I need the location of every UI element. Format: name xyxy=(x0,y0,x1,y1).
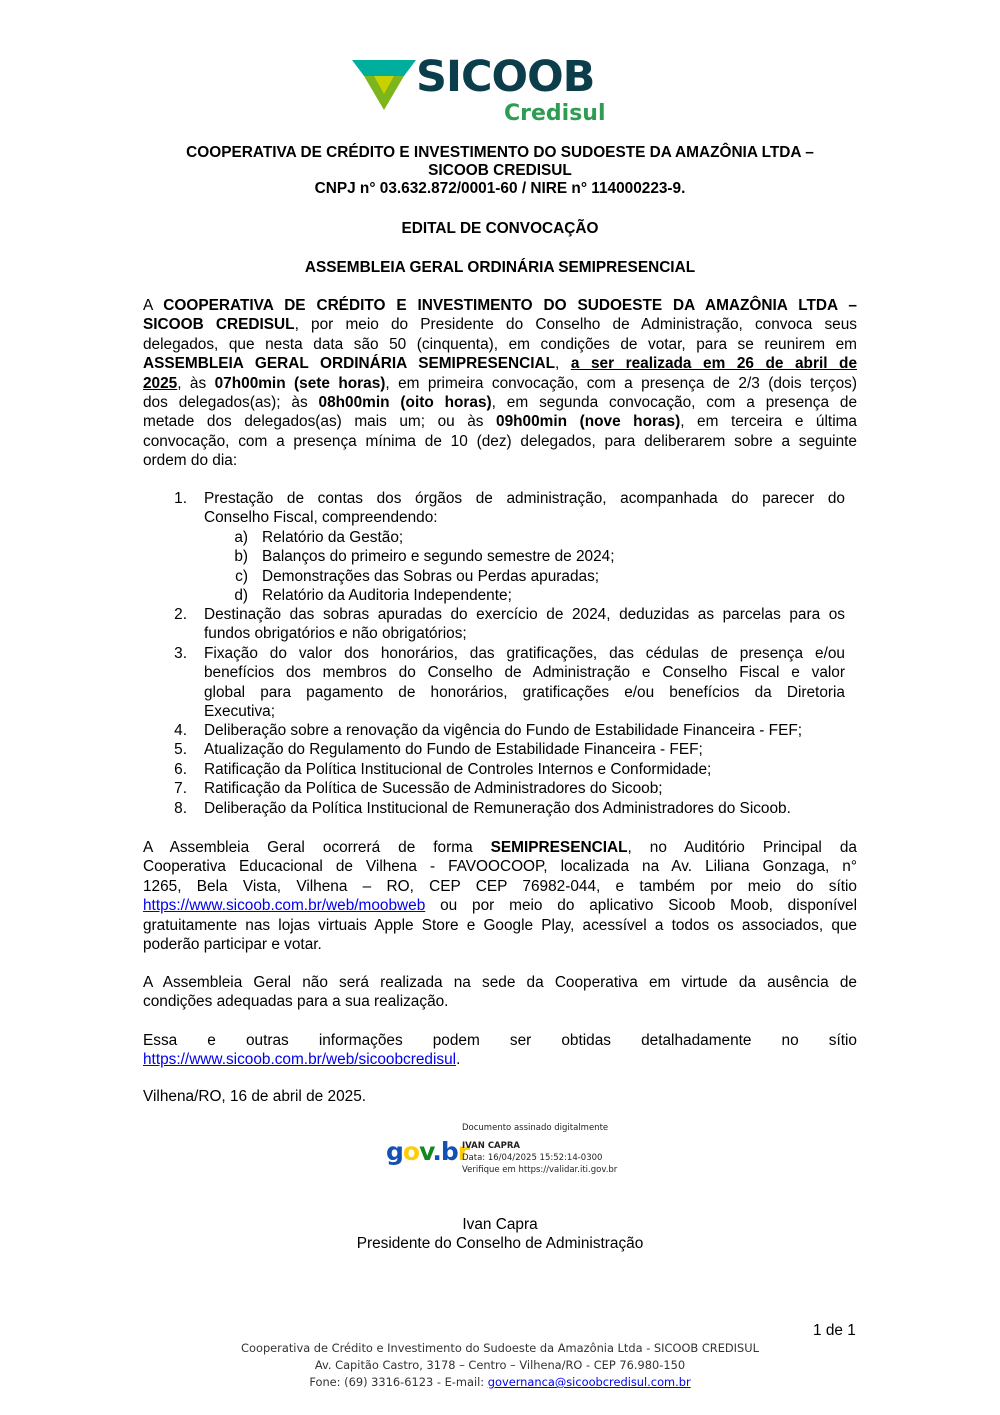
moobweb-link[interactable]: https://www.sicoob.com.br/web/moobweb xyxy=(143,897,426,915)
credisul-site-link[interactable]: https://www.sicoob.com.br/web/sicoobcredisul xyxy=(143,1051,457,1069)
govbr-logo: gov.br xyxy=(386,1137,470,1166)
agenda-item-number: 1. xyxy=(174,490,187,507)
stamp-signer: IVAN CAPRA xyxy=(462,1141,520,1151)
header-line-1: COOPERATIVA DE CRÉDITO E INVESTIMENTO DO SUDOESTE DA AMAZÔNIA LTDA – xyxy=(186,144,814,161)
agenda-item-text: Conselho Fiscal, compreendendo: xyxy=(204,509,438,527)
logo-mark-icon xyxy=(352,58,416,112)
signer-name: Ivan Capra xyxy=(462,1216,538,1233)
signer-role: Presidente do Conselho de Administração xyxy=(356,1235,644,1252)
header-cnpj: CNPJ n° 03.632.872/0001-60 / NIRE n° 114000223-9. xyxy=(314,180,686,197)
notice-paragraph: A Assembleia Geral não será realizada na sede da Cooperativa em virtude da ausência de condições adequadas para a sua realização. xyxy=(143,974,857,1011)
footer-line-3: Fone: (69) 3316-6123 - E-mail: governanca@sicoobcredisul.com.br xyxy=(309,1375,691,1389)
sicoob-logo xyxy=(352,52,652,130)
document-title: EDITAL DE CONVOCAÇÃO xyxy=(401,220,599,237)
stamp-line-1: Documento assinado digitalmente xyxy=(462,1123,609,1133)
location-paragraph: A Assembleia Geral ocorrerá de forma SEMIPRESENCIAL, no Auditório Principal da Cooperativa Educacional de Vilhena - FAVOOCOOP, localizada na Av. Liliana Gonzaga, n° 1265, Bela Vista, Vilhena – RO, CEP CEP 76982-044, e também por meio do sítio https://www.sicoob.com.br/web/moobweb ou por meio do aplicativo Sicoob Moob, disponível gratuitamente nas lojas virtuais Apple Store e Google Play, acessível a todos os associados, que poderão participar e votar. xyxy=(143,839,857,954)
info-paragraph: Essa e outras informações podem ser obtidas detalhadamente no sítio https://www.sicoob.com.br/web/sicoobcredisul. xyxy=(143,1032,857,1069)
logo-brand-text: SICOOB xyxy=(416,52,595,102)
header-line-2: SICOOB CREDISUL xyxy=(428,162,572,179)
footer-line-2: Av. Capitão Castro, 3178 – Centro – Vilhena/RO - CEP 76.980-150 xyxy=(314,1358,686,1372)
footer-email-link[interactable]: governanca@sicoobcredisul.com.br xyxy=(487,1375,691,1389)
place-date: Vilhena/RO, 16 de abril de 2025. xyxy=(143,1088,367,1105)
stamp-date: Data: 16/04/2025 15:52:14-0300 xyxy=(462,1153,603,1163)
intro-paragraph: A COOPERATIVA DE CRÉDITO E INVESTIMENTO DO SUDOESTE DA AMAZÔNIA LTDA – SICOOB CREDISUL, por meio do Presidente do Conselho de Administração, convoca seus delegados, que nesta data são 50 (cinquenta), em condições de votar, para se reunirem em ASSEMBLEIA GERAL ORDINÁRIA SEMIPRESENCIAL, a ser realizada em 26 de abril de 2025, às 07h00min (sete horas), em primeira convocação, com a presença de 2/3 (dois terços) dos delegados(as); às 08h00min (oito horas), em segunda convocação, com a presença de metade dos delegados(as) mais um; ou às 09h00min (nove horas), em terceira e última convocação, com a presença mínima de 10 (dez) delegados, para deliberarem sobre a seguinte ordem do dia: xyxy=(143,297,858,470)
footer-line-1: Cooperativa de Crédito e Investimento do Sudoeste da Amazônia Ltda - SICOOB CREDISUL xyxy=(241,1341,759,1355)
logo-sub-text: Credisul xyxy=(504,101,606,126)
stamp-verify: Verifique em https://validar.iti.gov.br xyxy=(462,1165,618,1175)
document-subtitle: ASSEMBLEIA GERAL ORDINÁRIA SEMIPRESENCIAL xyxy=(304,259,696,276)
page-number: 1 de 1 xyxy=(813,1322,856,1339)
agenda-item-text: Prestação de contas dos órgãos de administração, acompanhada do parecer do xyxy=(204,490,845,507)
